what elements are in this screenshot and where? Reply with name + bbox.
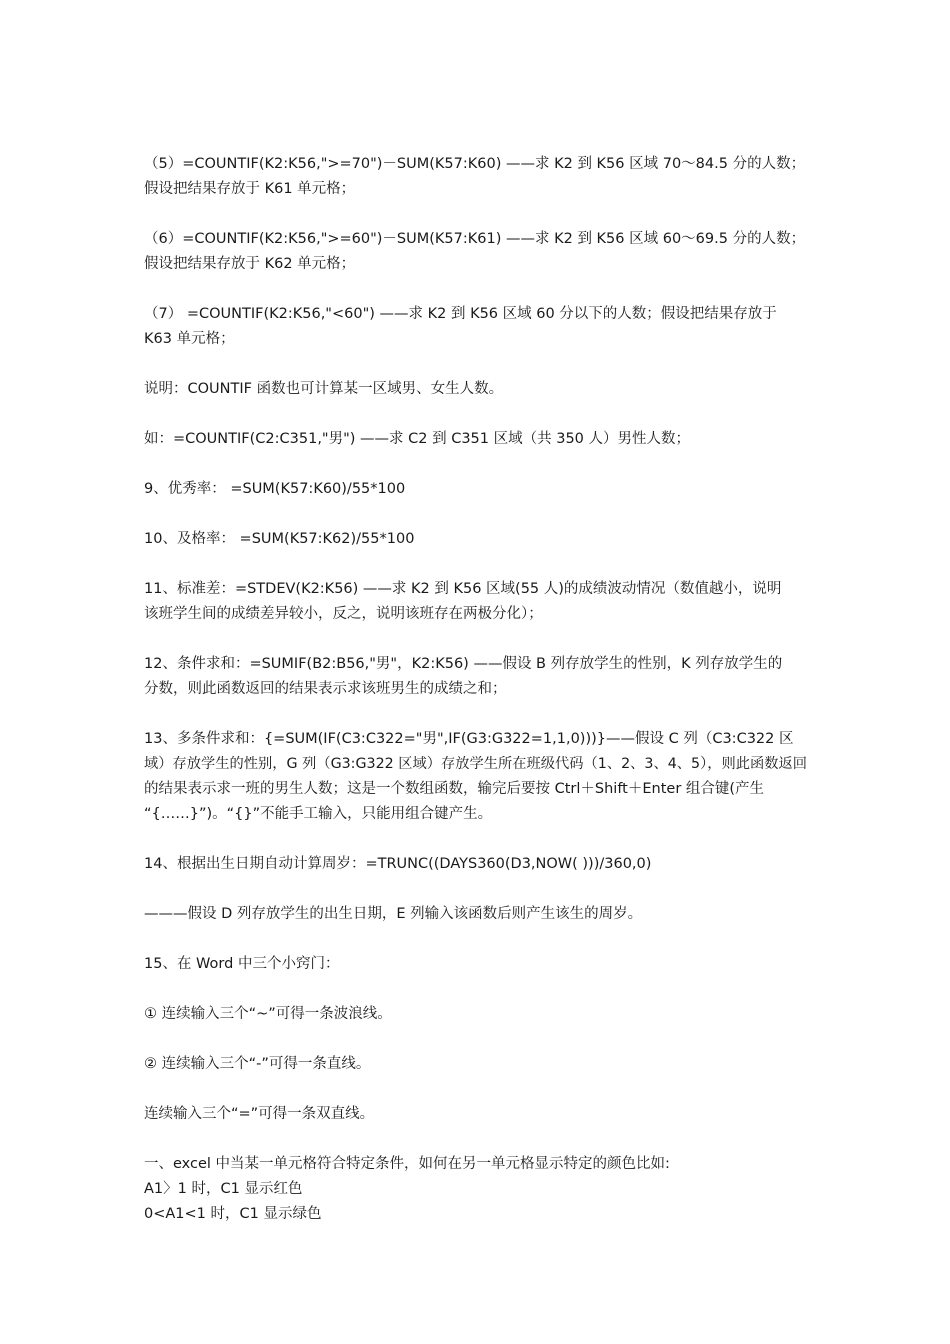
paragraph: [144, 1152, 808, 1227]
paragraph: [144, 952, 808, 977]
text-line: 该班学生间的成绩差异较小，反之，说明该班存在两极分化）；: [144, 606, 543, 622]
paragraph: [144, 652, 808, 702]
text-line: 假设把结果存放于 K62 单元格；: [144, 256, 356, 272]
paragraph: [144, 577, 808, 627]
text-line: 10、及格率： =SUM(K57:K62)/55*100: [144, 531, 415, 547]
text-line: ———假设 D 列存放学生的出生日期，E 列输入该函数后则产生该生的周岁。: [144, 906, 643, 922]
paragraph: [144, 527, 808, 552]
text-line: A1〉1 时，C1 显示红色: [144, 1181, 303, 1197]
text-line: ② 连续输入三个“-”可得一条直线。: [144, 1056, 371, 1072]
text-line: 的结果表示求一班的男生人数；这是一个数组函数，输完后要按 Ctrl＋Shift＋Enter 组合键(产生: [144, 781, 765, 797]
text-line: K63 单元格；: [144, 331, 235, 347]
text-line: （5）=COUNTIF(K2:K56,">=70")－SUM(K57:K60) ——求 K2 到 K56 区域 70～84.5 分的人数；: [144, 156, 806, 172]
text-line: 假设把结果存放于 K61 单元格；: [144, 181, 356, 197]
text-line: 一、excel 中当某一单元格符合特定条件，如何在另一单元格显示特定的颜色比如:: [144, 1156, 670, 1172]
paragraph: [144, 902, 808, 927]
paragraph: [144, 1002, 808, 1027]
text-line: 0<A1<1 时，C1 显示绿色: [144, 1206, 322, 1222]
document-body: [144, 152, 808, 1227]
text-line: （6）=COUNTIF(K2:K56,">=60")－SUM(K57:K61) ——求 K2 到 K56 区域 60～69.5 分的人数；: [144, 231, 806, 247]
paragraph: [144, 852, 808, 877]
text-line: 如：=COUNTIF(C2:C351,"男") ——求 C2 到 C351 区域（共 350 人）男性人数；: [144, 431, 691, 447]
paragraph: [144, 477, 808, 502]
text-line: 15、在 Word 中三个小窍门：: [144, 956, 340, 972]
paragraph: [144, 152, 808, 202]
paragraph: [144, 227, 808, 277]
text-line: 14、根据出生日期自动计算周岁：=TRUNC((DAYS360(D3,NOW( )))/360,0): [144, 856, 652, 872]
text-line: “{……}”)。“{}”不能手工输入，只能用组合键产生。: [144, 806, 493, 822]
paragraph: [144, 427, 808, 452]
text-line: 9、优秀率： =SUM(K57:K60)/55*100: [144, 481, 406, 497]
text-line: 连续输入三个“=”可得一条双直线。: [144, 1106, 375, 1122]
paragraph: [144, 1102, 808, 1127]
paragraph: [144, 377, 808, 402]
text-line: 11、标准差：=STDEV(K2:K56) ——求 K2 到 K56 区域(55 人)的成绩波动情况（数值越小，说明: [144, 581, 782, 597]
paragraph: [144, 302, 808, 352]
text-line: ① 连续输入三个“~”可得一条波浪线。: [144, 1006, 392, 1022]
paragraph: [144, 1052, 808, 1077]
text-line: 说明：COUNTIF 函数也可计算某一区域男、女生人数。: [144, 381, 504, 397]
paragraph: [144, 727, 808, 827]
text-line: 域）存放学生的性别，G 列（G3:G322 区域）存放学生所在班级代码（1、2、3、4、5），则此函数返回: [144, 756, 807, 772]
text-line: 12、条件求和：=SUMIF(B2:B56,"男"，K2:K56) ——假设 B 列存放学生的性别，K 列存放学生的: [144, 656, 783, 672]
text-line: （7） =COUNTIF(K2:K56,"<60") ——求 K2 到 K56 区域 60 分以下的人数；假设把结果存放于: [144, 306, 777, 322]
text-line: 13、多条件求和：{=SUM(IF(C3:C322="男",IF(G3:G322=1,1,0)))}——假设 C 列（C3:C322 区: [144, 731, 794, 747]
text-line: 分数，则此函数返回的结果表示求该班男生的成绩之和；: [144, 681, 507, 697]
